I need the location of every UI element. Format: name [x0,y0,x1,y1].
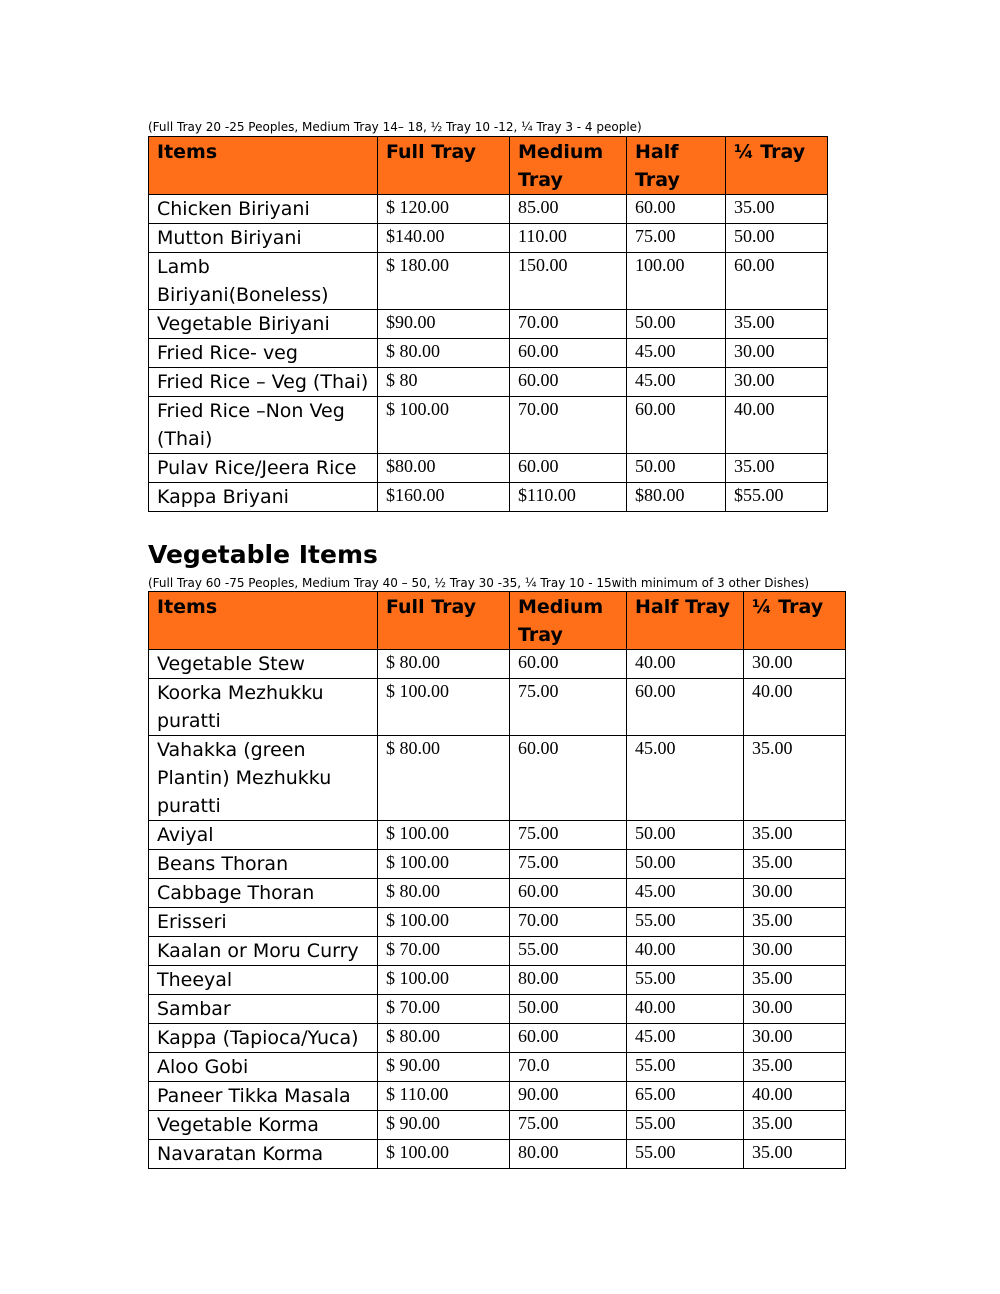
half-tray-price: $80.00 [627,483,726,512]
item-name: Lamb Biriyani(Boneless) [149,253,378,310]
full-tray-price: $ 70.00 [378,937,510,966]
half-tray-price: 60.00 [627,397,726,454]
quarter-tray-price: 30.00 [744,879,846,908]
quarter-tray-price: 40.00 [744,679,846,736]
table-row [149,1111,846,1140]
quarter-tray-price: 35.00 [726,454,828,483]
quarter-tray-price: 35.00 [744,1111,846,1140]
table-row [149,850,846,879]
item-name: Aloo Gobi [149,1053,378,1082]
medium-tray-price: 150.00 [510,253,627,310]
medium-tray-price: 70.00 [510,310,627,339]
medium-tray-price: 60.00 [510,650,627,679]
table-row [149,821,846,850]
item-name: Theeyal [149,966,378,995]
item-name: Vegetable Biriyani [149,310,378,339]
medium-tray-price: 70.00 [510,908,627,937]
full-tray-price: $80.00 [378,454,510,483]
medium-tray-price: 70.00 [510,397,627,454]
quarter-tray-price: 30.00 [726,339,828,368]
section-title: Vegetable Items [148,540,378,569]
medium-tray-price: 70.0 [510,1053,627,1082]
quarter-tray-price: 35.00 [744,736,846,821]
item-name: Kaalan or Moru Curry [149,937,378,966]
table-row [149,908,846,937]
full-tray-price: $ 90.00 [378,1053,510,1082]
item-name: Vegetable Stew [149,650,378,679]
vegetable-price-table [148,591,846,1169]
table-header-row [149,592,846,650]
full-tray-price: $ 100.00 [378,397,510,454]
medium-tray-price: 75.00 [510,821,627,850]
column-header-medium-tray: Medium Tray [510,137,627,195]
half-tray-price: 50.00 [627,454,726,483]
table-row [149,679,846,736]
full-tray-price: $ 100.00 [378,821,510,850]
biriyani-tray-note: (Full Tray 20 -25 Peoples, Medium Tray 14– 18, ½ Tray 10 -12, ¼ Tray 3 - 4 people) [148,120,642,134]
half-tray-price: 50.00 [627,821,744,850]
medium-tray-price: 75.00 [510,1111,627,1140]
half-tray-price: 40.00 [627,650,744,679]
half-tray-price: 50.00 [627,310,726,339]
full-tray-price: $ 90.00 [378,1111,510,1140]
quarter-tray-price: 35.00 [726,310,828,339]
full-tray-price: $160.00 [378,483,510,512]
table-row [149,310,828,339]
full-tray-price: $ 100.00 [378,1140,510,1169]
quarter-tray-price: 35.00 [744,966,846,995]
table-row [149,454,828,483]
half-tray-price: 40.00 [627,995,744,1024]
full-tray-price: $ 100.00 [378,908,510,937]
item-name: Navaratan Korma [149,1140,378,1169]
half-tray-price: 50.00 [627,850,744,879]
medium-tray-price: 50.00 [510,995,627,1024]
full-tray-price: $ 80.00 [378,650,510,679]
item-name: Vegetable Korma [149,1111,378,1140]
quarter-tray-price: 35.00 [744,1140,846,1169]
half-tray-price: 45.00 [627,879,744,908]
half-tray-price: 45.00 [627,1024,744,1053]
half-tray-price: 55.00 [627,1111,744,1140]
half-tray-price: 60.00 [627,195,726,224]
table-row [149,397,828,454]
medium-tray-price: 80.00 [510,1140,627,1169]
column-header-items: Items [149,137,378,195]
quarter-tray-price: 40.00 [726,397,828,454]
full-tray-price: $ 70.00 [378,995,510,1024]
full-tray-price: $ 180.00 [378,253,510,310]
item-name: Kappa (Tapioca/Yuca) [149,1024,378,1053]
half-tray-price: 65.00 [627,1082,744,1111]
item-name: Fried Rice – Veg (Thai) [149,368,378,397]
item-name: Fried Rice- veg [149,339,378,368]
item-name: Kappa Briyani [149,483,378,512]
full-tray-price: $ 80.00 [378,339,510,368]
item-name: Paneer Tikka Masala [149,1082,378,1111]
medium-tray-price: 60.00 [510,368,627,397]
half-tray-price: 75.00 [627,224,726,253]
half-tray-price: 45.00 [627,339,726,368]
item-name: Beans Thoran [149,850,378,879]
quarter-tray-price: 30.00 [744,1024,846,1053]
full-tray-price: $ 80.00 [378,879,510,908]
medium-tray-price: 75.00 [510,850,627,879]
column-header-full-tray: Full Tray [378,592,510,650]
full-tray-price: $ 100.00 [378,966,510,995]
half-tray-price: 40.00 [627,937,744,966]
medium-tray-price: 85.00 [510,195,627,224]
quarter-tray-price: 35.00 [744,850,846,879]
medium-tray-price: 60.00 [510,736,627,821]
half-tray-price: 55.00 [627,966,744,995]
half-tray-price: 55.00 [627,1053,744,1082]
quarter-tray-price: 60.00 [726,253,828,310]
medium-tray-price: $110.00 [510,483,627,512]
table-row [149,995,846,1024]
quarter-tray-price: 30.00 [726,368,828,397]
quarter-tray-price: 30.00 [744,650,846,679]
item-name: Vahakka (green Plantin) Mezhukku puratti [149,736,378,821]
column-header-half-tray: Half Tray [627,592,744,650]
table-row [149,937,846,966]
biriyani-table-body [149,195,828,512]
table-row [149,224,828,253]
table-row [149,736,846,821]
full-tray-price: $ 110.00 [378,1082,510,1111]
quarter-tray-price: 40.00 [744,1082,846,1111]
table-row [149,650,846,679]
table-row [149,1140,846,1169]
table-row [149,368,828,397]
item-name: Pulav Rice/Jeera Rice [149,454,378,483]
full-tray-price: $90.00 [378,310,510,339]
medium-tray-price: 60.00 [510,1024,627,1053]
medium-tray-price: 80.00 [510,966,627,995]
half-tray-price: 45.00 [627,368,726,397]
medium-tray-price: 75.00 [510,679,627,736]
quarter-tray-price: $55.00 [726,483,828,512]
vegetable-tray-note: (Full Tray 60 -75 Peoples, Medium Tray 40 – 50, ½ Tray 30 -35, ¼ Tray 10 - 15with minimum of 3 other Dishes) [148,576,810,590]
half-tray-price: 45.00 [627,736,744,821]
item-name: Mutton Biriyani [149,224,378,253]
medium-tray-price: 110.00 [510,224,627,253]
item-name: Cabbage Thoran [149,879,378,908]
item-name: Koorka Mezhukku puratti [149,679,378,736]
quarter-tray-price: 30.00 [744,937,846,966]
biriyani-price-table [148,136,828,512]
medium-tray-price: 90.00 [510,1082,627,1111]
half-tray-price: 55.00 [627,1140,744,1169]
full-tray-price: $ 100.00 [378,850,510,879]
half-tray-price: 55.00 [627,908,744,937]
item-name: Sambar [149,995,378,1024]
column-header-half-tray: Half Tray [627,137,726,195]
full-tray-price: $140.00 [378,224,510,253]
item-name: Aviyal [149,821,378,850]
quarter-tray-price: 30.00 [744,995,846,1024]
full-tray-price: $ 80.00 [378,736,510,821]
table-row [149,1053,846,1082]
quarter-tray-price: 35.00 [744,1053,846,1082]
medium-tray-price: 60.00 [510,879,627,908]
medium-tray-price: 60.00 [510,454,627,483]
column-header-items: Items [149,592,378,650]
table-row [149,879,846,908]
half-tray-price: 100.00 [627,253,726,310]
table-row [149,483,828,512]
column-header-quarter-tray: ¼ Tray [726,137,828,195]
full-tray-price: $ 100.00 [378,679,510,736]
quarter-tray-price: 50.00 [726,224,828,253]
table-row [149,1082,846,1111]
table-row [149,1024,846,1053]
column-header-full-tray: Full Tray [378,137,510,195]
medium-tray-price: 60.00 [510,339,627,368]
quarter-tray-price: 35.00 [726,195,828,224]
table-row [149,195,828,224]
item-name: Chicken Biriyani [149,195,378,224]
column-header-quarter-tray: ¼ Tray [744,592,846,650]
table-row [149,966,846,995]
column-header-medium-tray: Medium Tray [510,592,627,650]
quarter-tray-price: 35.00 [744,908,846,937]
full-tray-price: $ 120.00 [378,195,510,224]
quarter-tray-price: 35.00 [744,821,846,850]
item-name: Erisseri [149,908,378,937]
table-row [149,339,828,368]
table-header-row [149,137,828,195]
full-tray-price: $ 80.00 [378,1024,510,1053]
full-tray-price: $ 80 [378,368,510,397]
vegetable-table-body [149,650,846,1169]
half-tray-price: 60.00 [627,679,744,736]
item-name: Fried Rice –Non Veg (Thai) [149,397,378,454]
table-row [149,253,828,310]
medium-tray-price: 55.00 [510,937,627,966]
